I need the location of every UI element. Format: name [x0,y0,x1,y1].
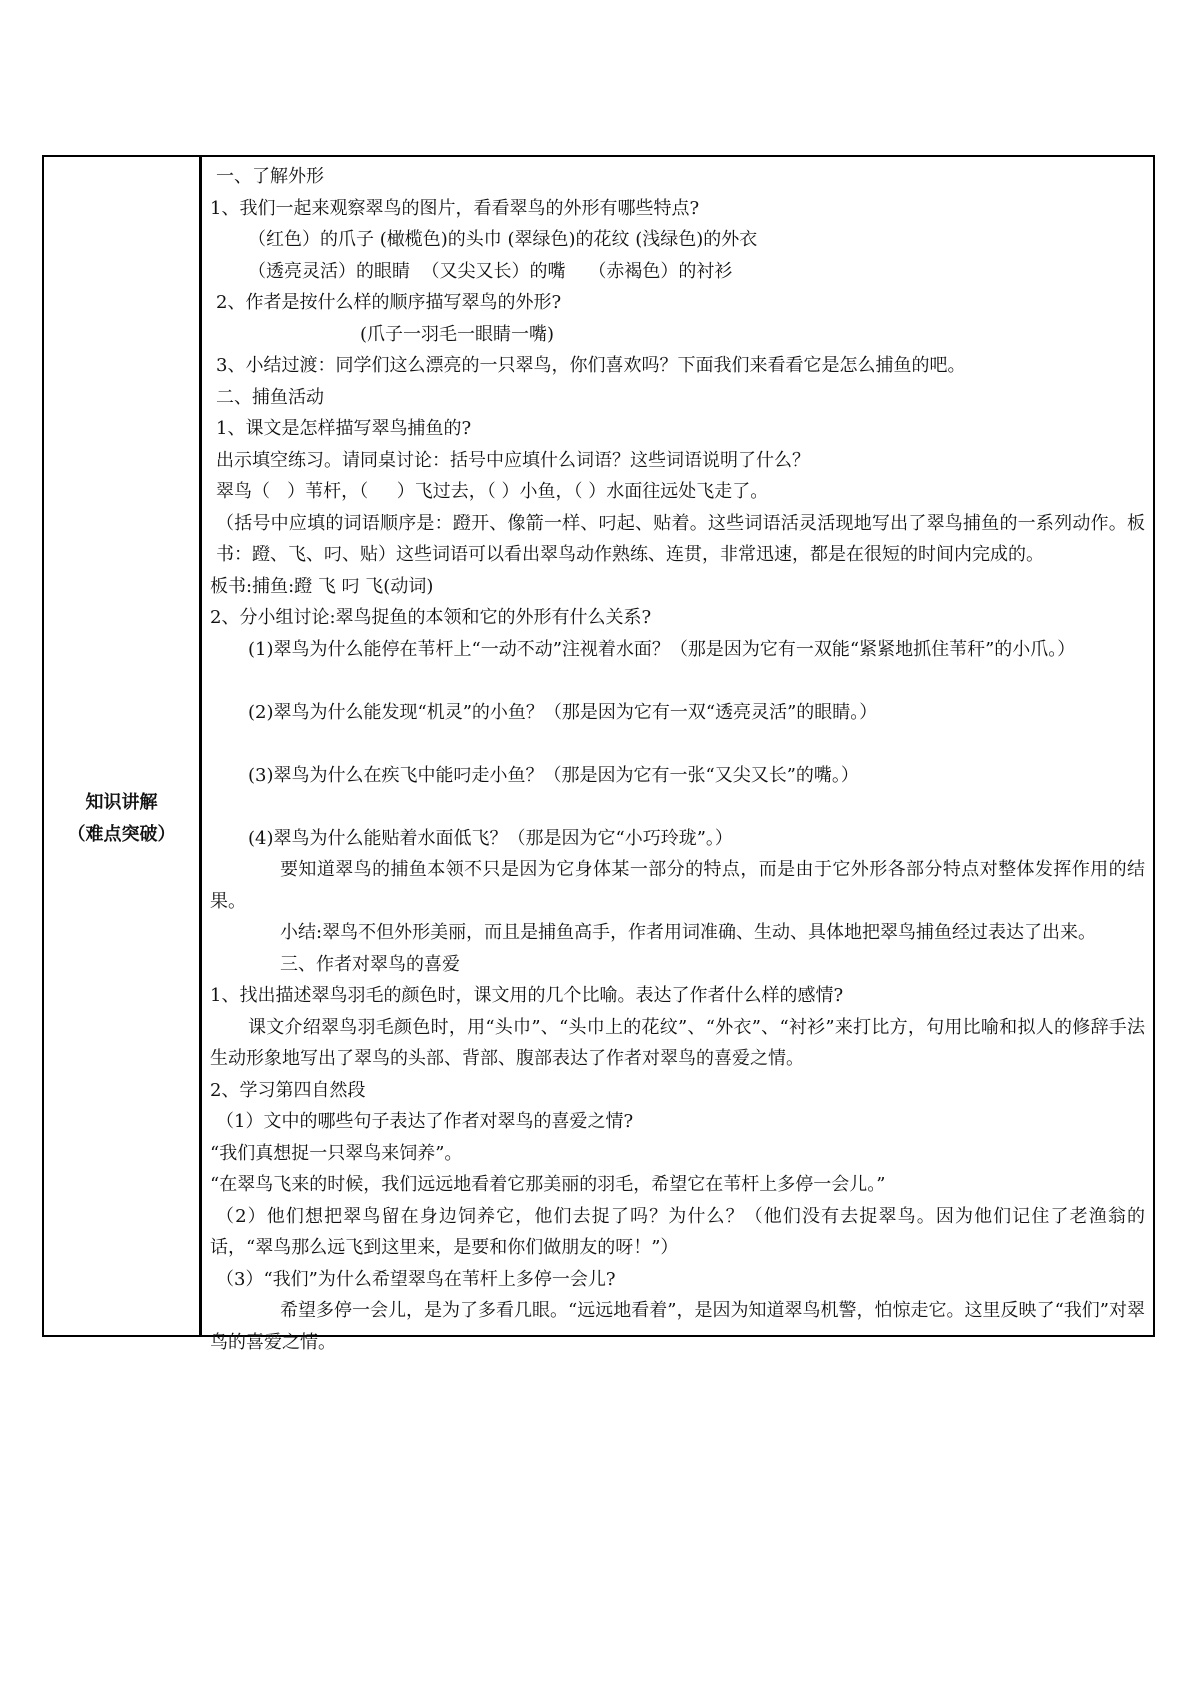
text-line: 希望多停一会儿，是为了多看几眼。“远远地看着”，是因为知道翠鸟机警，怕惊走它。这里反映了“我们”对翠鸟的喜爱之情。 [210,1300,1145,1353]
text-line: (1)翠鸟为什么能停在苇杆上“一动不动”注视着水面？（那是因为它有一双能“紧紧地抓住苇秆”的小爪。） [248,638,1076,660]
text-line: 板书:捕鱼:蹬 飞 叼 飞(动词) [210,575,434,597]
section-label-line1: 知识讲解 [85,792,158,813]
text-line: 2、分小组讨论:翠鸟捉鱼的本领和它的外形有什么关系? [210,607,652,628]
text-line: 课文介绍翠鸟羽毛颜色时，用“头巾”、“头巾上的花纹”、“外衣”、“衬衫”来打比方，句用比喻和拟人的修辞手法生动形象地写出了翠鸟的头部、背部、腹部表达了作者对翠鸟的喜爱之情。 [210,1016,1145,1069]
text-line: 翠鸟（ ）苇杆，（ ）飞过去，（ ）小鱼，（ ）水面往远处飞走了。 [216,481,769,502]
text-line: “我们真想捉一只翠鸟来饲养”。 [210,1142,463,1164]
text-line: (爪子一羽毛一眼睛一嘴) [360,323,555,345]
text-line: 3、小结过渡：同学们这么漂亮的一只翠鸟，你们喜欢吗？下面我们来看看它是怎么捕鱼的吧。 [216,355,966,376]
text-line: 1、找出描述翠鸟羽毛的颜色时，课文用的几个比喻。表达了作者什么样的感情? [210,985,844,1006]
text-line: 2、学习第四自然段 [210,1079,366,1101]
text-line: （括号中应填的词语顺序是：蹬开、像箭一样、叼起、贴着。这些词语活灵活现地写出了翠鸟捕鱼的一系列动作。板书：蹬、飞、叼、贴）这些词语可以看出翠鸟动作熟练、连贯，非常迅速，都是在很短的时间内完成的。 [216,512,1145,565]
text-line: 三、作者对翠鸟的喜爱 [280,953,460,975]
text-line: 1、我们一起来观察翠鸟的图片，看看翠鸟的外形有哪些特点? [210,197,700,219]
text-line: (3)翠鸟为什么在疾飞中能叼走小鱼？（那是因为它有一张“又尖又长”的嘴。） [248,764,859,786]
column-divider [199,157,202,1335]
text-line: 小结:翠鸟不但外形美丽，而且是捕鱼高手，作者用词准确、生动、具体地把翠鸟捕鱼经过表达了出来。 [280,922,1097,943]
text-line: “在翠鸟飞来的时候，我们远远地看着它那美丽的羽毛，希望它在苇杆上多停一会儿。” [210,1174,886,1195]
text-line: 一、了解外形 [216,166,324,187]
text-line: 二、捕鱼活动 [216,386,324,408]
text-line: (2)翠鸟为什么能发现“机灵”的小鱼？（那是因为它有一双“透亮灵活”的眼睛。） [248,701,878,723]
blank-line [210,728,1145,760]
text-line: （1）文中的哪些句子表达了作者对翠鸟的喜爱之情? [216,1111,634,1132]
label-cell [44,157,199,1335]
section-label-line2: （难点突破） [67,824,176,845]
lesson-table [42,155,1155,1353]
blank-line [210,665,1145,697]
text-line: (4)翠鸟为什么能贴着水面低飞？（那是因为它“小巧玲珑”。） [248,827,733,849]
text-line: （3）“我们”为什么希望翠鸟在苇杆上多停一会儿? [216,1268,616,1290]
text-line: 要知道翠鸟的捕鱼本领不只是因为它身体某一部分的特点，而是由于它外形各部分特点对整体发挥作用的结果。 [210,859,1145,912]
text-line: 2、作者是按什么样的顺序描写翠鸟的外形? [216,292,562,313]
content-cell [210,157,1145,1353]
text-line: （2）他们想把翠鸟留在身边饲养它，他们去捉了吗？为什么？（他们没有去捉翠鸟。因为他们记住了老渔翁的话，“翠鸟那么远飞到这里来，是要和你们做朋友的呀！”） [210,1205,1145,1258]
section-label [44,787,199,851]
text-line: （红色）的爪子 (橄榄色)的头巾 (翠绿色)的花纹 (浅绿色)的外衣 [248,229,758,250]
text-line: （透亮灵活）的眼睛 （又尖又长）的嘴 （赤褐色）的衬衫 [248,260,733,282]
blank-line [210,791,1145,823]
text-line: 1、课文是怎样描写翠鸟捕鱼的? [216,418,472,439]
text-line: 出示填空练习。请同桌讨论：括号中应填什么词语？这些词语说明了什么？ [216,449,810,471]
